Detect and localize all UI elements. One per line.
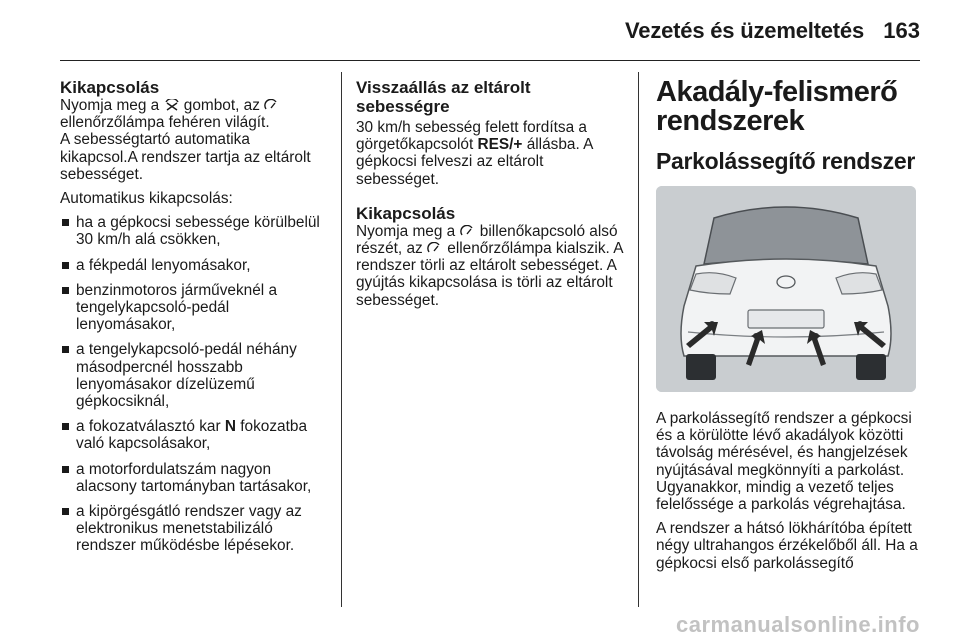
section-title-parking: Parkolássegítő rendszer: [656, 148, 915, 174]
cruise-control-icon: [264, 99, 280, 111]
column-3: [656, 78, 921, 579]
text-fragment: billenőkapcsoló alsó részét, az: [356, 222, 618, 258]
text-fragment: a fokozatválasztó kar: [76, 418, 221, 436]
list-item: benzinmotoros járműveknél a tengelykapcsoló-pedál lenyomásakor,: [60, 282, 330, 334]
column-divider-2: [638, 72, 639, 607]
paragraph-parking-2: A rendszer a hátsó lökhárítóba épített négy ultrahangos érzékelőből áll. Ha a gépkocsi első parkolássegítő: [656, 520, 918, 572]
column-2: [356, 78, 626, 316]
cruise-control-icon: [460, 225, 476, 237]
parking-sensor-illustration: [656, 186, 916, 392]
list-item: [60, 418, 330, 452]
chapter-title: Akadály-felismerő rendszerek: [656, 76, 898, 137]
page-number: 163: [883, 18, 920, 43]
section-heading-kikapcsolas: Kikapcsolás: [60, 78, 160, 97]
column-1: [60, 78, 330, 563]
text-fragment: A sebességtartó automatika kikapcsol.A rendszer tartja az eltárolt sebességet.: [60, 131, 311, 183]
auto-disable-list: [60, 214, 330, 554]
text-fragment: gombot, az: [183, 97, 260, 114]
list-item: a fékpedál lenyomásakor,: [60, 257, 330, 274]
text-fragment: 30 km/h sebesség felett fordítsa a görgetőkapcsolót: [356, 119, 587, 154]
gear-neutral-label: N: [224, 418, 236, 436]
section-heading-kikapcsolas-2: Kikapcsolás: [356, 203, 456, 223]
list-item: a tengelykapcsoló-pedál néhány másodpercnél hosszabb lenyomásakor dízelüzemű gépkocsiknál,: [60, 341, 330, 410]
list-item: a motorfordulatszám nagyon alacsony tartományban tartásakor,: [60, 461, 330, 495]
section-heading-resume: Visszaállás az eltárolt sebességre: [356, 78, 531, 116]
column-divider-1: [341, 72, 342, 607]
list-item: ha a gépkocsi sebessége körülbelül 30 km/h alá csökken,: [60, 214, 330, 248]
paragraph-parking-1: A parkolássegítő rendszer a gépkocsi és a körülötte lévő akadályok közötti távolság mérésével, és hangjelzések nyújtásával megkönnyíti a parkolást. Ugyanakkor, mindig a vezető teljes felelőssége a parkolás végrehajtása.: [656, 410, 912, 514]
list-item: a kipörgésgátló rendszer vagy az elektronikus menetstabilizáló rendszer működésbe lépésekor.: [60, 503, 330, 555]
res-plus-label: RES/+: [477, 136, 523, 154]
text-fragment: ellenőrzőlámpa kialszik. A rendszer törli az eltárolt sebességet. A gyújtás kikapcsolása is törli az eltárolt sebességet.: [356, 240, 623, 309]
text-fragment: Nyomja meg a: [60, 97, 160, 114]
text-fragment: Nyomja meg a: [356, 222, 456, 240]
cruise-cancel-icon: [164, 99, 180, 111]
text-fragment: ellenőrzőlámpa fehéren világít.: [60, 114, 270, 132]
text-fragment: fokozatba való kapcsolásakor,: [76, 418, 308, 453]
cruise-control-icon: [427, 242, 443, 254]
auto-disable-intro: Automatikus kikapcsolás:: [60, 190, 233, 208]
text-fragment: állásba. A gépkocsi felveszi az eltárolt sebességet.: [356, 136, 593, 188]
paragraph-disable: [60, 97, 330, 183]
paragraph-resume: [356, 119, 626, 188]
header-rule: [60, 60, 920, 61]
watermark: carmanualsonline.info: [676, 612, 920, 637]
paragraph-clear: [356, 223, 626, 309]
page-header-title: Vezetés és üzemeltetés: [625, 18, 864, 43]
